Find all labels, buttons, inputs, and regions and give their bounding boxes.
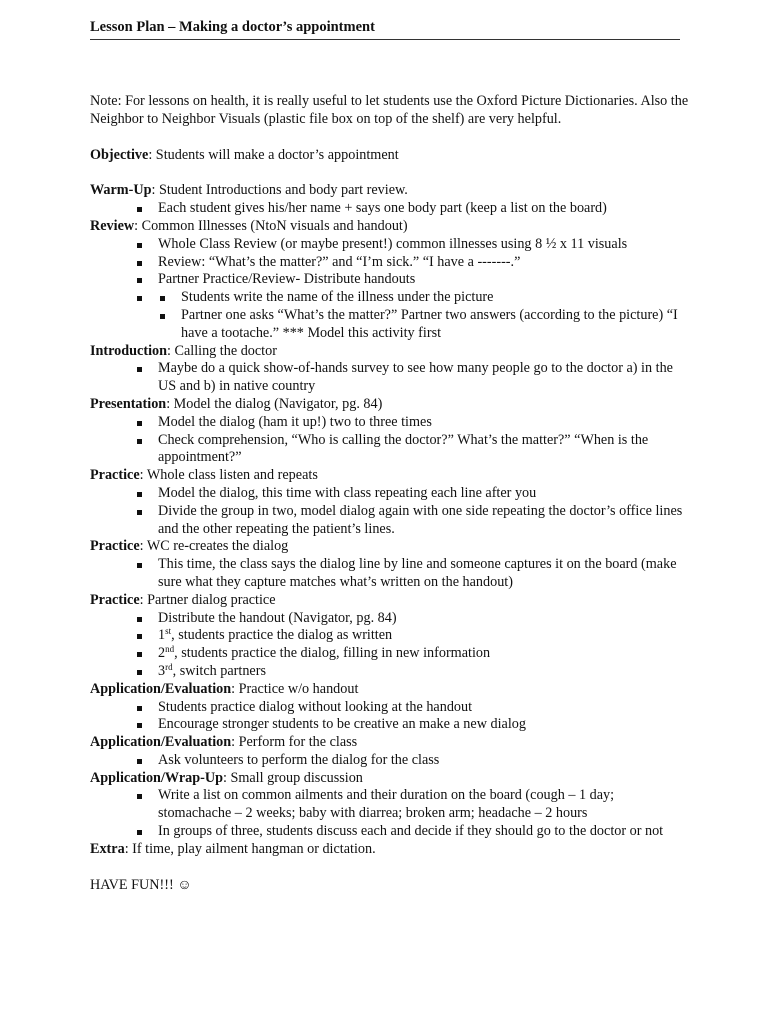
list-item: Each student gives his/her name + says one body part (keep a list on the board) [90, 200, 690, 218]
list-item: Divide the group in two, model dialog again with one side repeating the doctor’s office lines and the other repeating the patient’s lines. [90, 503, 690, 539]
application-list-2 [90, 752, 690, 770]
list-item: Review: “What’s the matter?” and “I’m sick.” “I have a -------.” [90, 254, 690, 272]
note-paragraph: Note: For lessons on health, it is really useful to let students use the Oxford Picture Dictionaries. Also the Neighbor to Neighbor Visuals (plastic file box on top of the shelf) are very helpful. [90, 93, 689, 127]
warmup-label: Warm-Up [90, 182, 152, 199]
list-item: Encourage stronger students to be creative an make a new dialog [90, 716, 690, 734]
application-label-2: Application/Evaluation [90, 734, 232, 751]
review-heading [90, 218, 690, 236]
list-item: Distribute the handout (Navigator, pg. 84) [90, 610, 690, 628]
ordinal-list-item [90, 663, 690, 681]
ordinal-suffix: nd [165, 644, 175, 655]
ordinal-list-item [90, 645, 690, 663]
practice-heading-1 [90, 467, 690, 485]
presentation-heading [90, 396, 690, 414]
ordinal-text: , switch partners [172, 662, 266, 679]
practice-text-3: : Partner dialog practice [139, 591, 276, 608]
list-item: Students practice dialog without looking at the handout [90, 699, 690, 717]
sub-list-item: Partner one asks “What’s the matter?” Partner two answers (according to the picture) “I have a tootache.” *** Model this activity first [90, 307, 690, 343]
list-item: In groups of three, students discuss each and decide if they should go to the doctor or not [90, 823, 690, 841]
sub-list-item: Students write the name of the illness under the picture [90, 289, 690, 307]
application-list-1 [90, 699, 690, 735]
list-item: Maybe do a quick show-of-hands survey to see how many people go to the doctor a) in the US and b) in native country [90, 360, 690, 396]
practice-heading-3 [90, 592, 690, 610]
practice-label-3: Practice [90, 591, 140, 608]
extra-label: Extra [90, 840, 125, 857]
extra-line [90, 841, 690, 859]
application-label-1: Application/Evaluation [90, 680, 232, 697]
list-item: Model the dialog (ham it up!) two to three times [90, 414, 690, 432]
review-label: Review [90, 217, 135, 234]
practice-list-3 [90, 610, 690, 681]
review-list [90, 236, 690, 343]
warmup-heading [90, 182, 690, 200]
introduction-label: Introduction [90, 342, 167, 359]
ordinal-suffix: rd [165, 661, 173, 672]
practice-text-1: : Whole class listen and repeats [139, 467, 318, 484]
review-sublist-wrapper [90, 289, 690, 342]
practice-list-1 [90, 485, 690, 538]
warmup-list [90, 200, 690, 218]
ordinal-number: 3 [158, 662, 166, 679]
introduction-list [90, 360, 690, 396]
practice-label-2: Practice [90, 538, 140, 555]
presentation-list [90, 414, 690, 467]
practice-heading-2 [90, 538, 690, 556]
ordinal-list-item [90, 627, 690, 645]
practice-label-1: Practice [90, 467, 140, 484]
extra-text: : If time, play ailment hangman or dictation. [124, 840, 376, 857]
application-text-2: : Perform for the class [231, 734, 358, 751]
application-text-1: : Practice w/o handout [231, 680, 359, 697]
application-heading-3 [90, 770, 690, 788]
application-heading-1 [90, 681, 690, 699]
objective-label: Objective [90, 146, 149, 163]
page-title: Lesson Plan – Making a doctor’s appointment [90, 19, 680, 40]
application-heading-2 [90, 734, 690, 752]
list-item: Partner Practice/Review- Distribute handouts [90, 271, 690, 289]
warmup-text: : Student Introductions and body part review. [151, 182, 408, 199]
practice-text-2: : WC re-creates the dialog [139, 538, 289, 555]
review-sublist [158, 289, 690, 342]
objective-line [90, 147, 690, 165]
ordinal-number: 2 [158, 645, 166, 662]
ordinal-text: , students practice the dialog, filling in new information [174, 645, 491, 662]
ordinal-suffix: st [165, 626, 172, 637]
presentation-label: Presentation [90, 395, 167, 412]
list-item: Ask volunteers to perform the dialog for the class [90, 752, 690, 770]
introduction-heading [90, 343, 690, 361]
application-text-3: : Small group discussion [222, 769, 363, 786]
closing-line: HAVE FUN!!! ☺ [90, 876, 192, 893]
application-label-3: Application/Wrap-Up [90, 769, 223, 786]
list-item: Check comprehension, “Who is calling the doctor?” What’s the matter?” “When is the appointment?” [90, 432, 690, 468]
review-text: : Common Illnesses (NtoN visuals and handout) [134, 217, 408, 234]
list-item: Whole Class Review (or maybe present!) common illnesses using 8 ½ x 11 visuals [90, 236, 690, 254]
ordinal-text: , students practice the dialog as written [171, 627, 393, 644]
list-item: Write a list on common ailments and their duration on the board (cough – 1 day; stomachache – 2 weeks; baby with diarrea; broken arm; headache – 2 hours [90, 787, 690, 823]
list-item: Model the dialog, this time with class repeating each line after you [90, 485, 690, 503]
application-list-3 [90, 787, 690, 840]
ordinal-number: 1 [158, 627, 166, 644]
objective-text: : Students will make a doctor’s appointment [148, 146, 399, 163]
list-item: This time, the class says the dialog line by line and someone captures it on the board (make sure what they capture matches what’s written on the handout) [90, 556, 690, 592]
practice-list-2 [90, 556, 690, 592]
presentation-text: : Model the dialog (Navigator, pg. 84) [166, 395, 383, 412]
lesson-content [90, 93, 690, 894]
introduction-text: : Calling the doctor [167, 342, 277, 359]
